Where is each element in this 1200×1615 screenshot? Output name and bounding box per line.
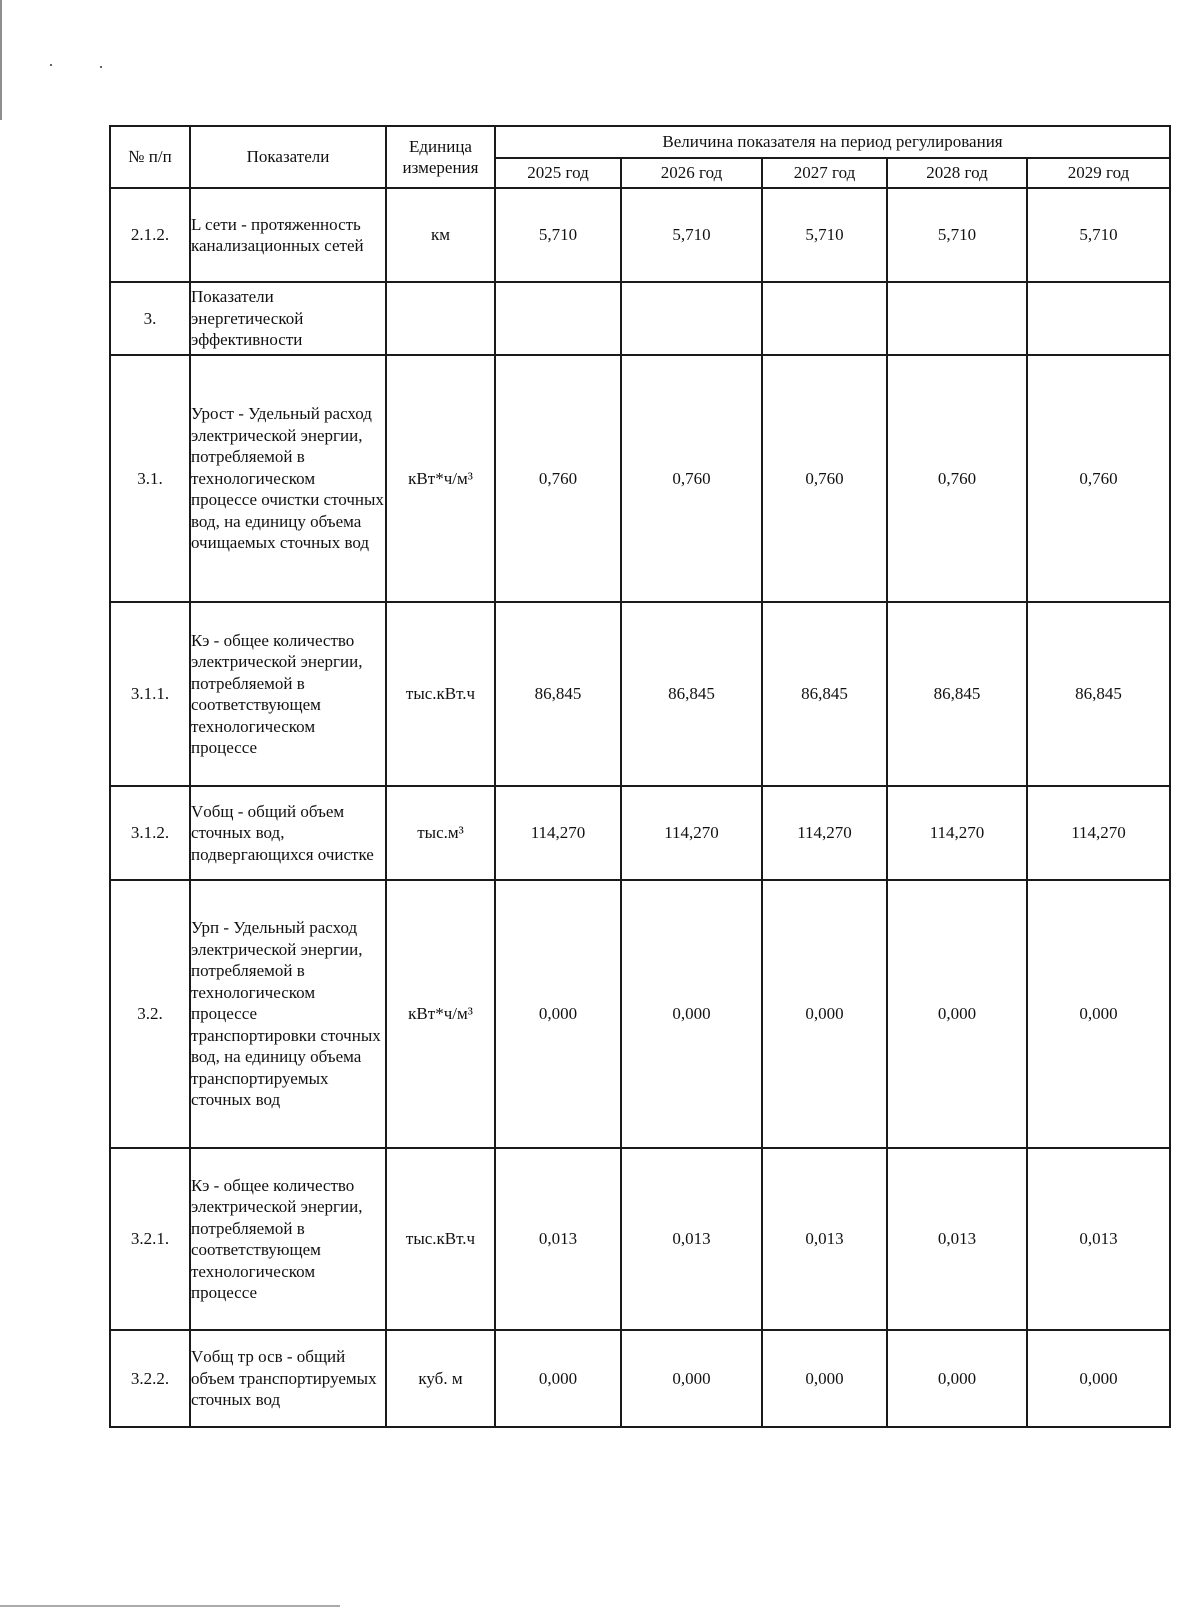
row-value: 0,000 (887, 1330, 1027, 1427)
row-indicator: Кэ - общее количество электрической энергии, потребляемой в соответствующем технологическом процессе (190, 1148, 386, 1330)
header-year: 2028 год (887, 158, 1027, 188)
header-year: 2029 год (1027, 158, 1170, 188)
row-value: 5,710 (621, 188, 762, 282)
row-value: 0,760 (1027, 355, 1170, 602)
row-value: 86,845 (621, 602, 762, 786)
header-year: 2026 год (621, 158, 762, 188)
row-number: 3.2. (110, 880, 190, 1148)
row-value: 5,710 (495, 188, 621, 282)
row-number: 2.1.2. (110, 188, 190, 282)
table-row (110, 1148, 1170, 1330)
row-value: 5,710 (887, 188, 1027, 282)
row-value (887, 282, 1027, 355)
row-unit: тыс.м³ (386, 786, 495, 880)
row-indicator: Vобщ - общий объем сточных вод, подвергающихся очистке (190, 786, 386, 880)
row-indicator: Показатели энергетической эффективности (190, 282, 386, 355)
row-value: 0,013 (887, 1148, 1027, 1330)
scan-edge-bottom (0, 1605, 340, 1607)
row-number: 3.1. (110, 355, 190, 602)
row-indicator: Урост - Удельный расход электрической энергии, потребляемой в технологическом процессе очистки сточных вод, на единицу объема очищаемых сточных вод (190, 355, 386, 602)
table-row (110, 1330, 1170, 1427)
row-number: 3.2.2. (110, 1330, 190, 1427)
row-number: 3.1.2. (110, 786, 190, 880)
row-value: 114,270 (495, 786, 621, 880)
row-value (1027, 282, 1170, 355)
row-value: 0,760 (621, 355, 762, 602)
header-number: № п/п (110, 126, 190, 188)
table-row (110, 880, 1170, 1148)
row-indicator: Урп - Удельный расход электрической энергии, потребляемой в технологическом процессе транспортировки сточных вод, на единицу объема транспортируемых сточных вод (190, 880, 386, 1148)
row-value: 0,013 (495, 1148, 621, 1330)
row-number: 3.1.1. (110, 602, 190, 786)
table-row (110, 355, 1170, 602)
row-value: 114,270 (1027, 786, 1170, 880)
row-value: 0,760 (495, 355, 621, 602)
row-indicator: Vобщ тр осв - общий объем транспортируемых сточных вод (190, 1330, 386, 1427)
row-value: 0,000 (762, 1330, 887, 1427)
row-number: 3.2.1. (110, 1148, 190, 1330)
row-unit: кВт*ч/м³ (386, 880, 495, 1148)
row-value: 0,000 (1027, 880, 1170, 1148)
table-row (110, 602, 1170, 786)
header-year: 2025 год (495, 158, 621, 188)
row-value: 86,845 (762, 602, 887, 786)
row-value: 5,710 (1027, 188, 1170, 282)
row-value: 86,845 (495, 602, 621, 786)
row-value: 0,760 (762, 355, 887, 602)
row-value (762, 282, 887, 355)
indicators-table (109, 125, 1171, 1428)
row-indicator: Кэ - общее количество электрической энергии, потребляемой в соответствующем технологическом процессе (190, 602, 386, 786)
row-indicator: L сети - протяженность канализационных сетей (190, 188, 386, 282)
row-unit: кВт*ч/м³ (386, 355, 495, 602)
row-value: 114,270 (887, 786, 1027, 880)
row-value (621, 282, 762, 355)
row-value: 0,013 (621, 1148, 762, 1330)
row-value: 114,270 (621, 786, 762, 880)
row-unit: км (386, 188, 495, 282)
row-unit: тыс.кВт.ч (386, 602, 495, 786)
header-row-top (110, 126, 1170, 158)
header-unit: Единица измерения (386, 126, 495, 188)
header-year: 2027 год (762, 158, 887, 188)
header-period-group: Величина показателя на период регулирования (495, 126, 1170, 158)
row-value: 0,000 (495, 880, 621, 1148)
row-unit: куб. м (386, 1330, 495, 1427)
scan-speck (100, 66, 102, 68)
table-row (110, 188, 1170, 282)
row-value: 0,000 (621, 1330, 762, 1427)
row-value: 0,000 (495, 1330, 621, 1427)
scan-edge-left (0, 0, 2, 120)
table-row (110, 786, 1170, 880)
row-value: 0,760 (887, 355, 1027, 602)
table-row (110, 282, 1170, 355)
scan-speck (50, 64, 52, 66)
row-value: 0,000 (762, 880, 887, 1148)
row-value: 0,013 (762, 1148, 887, 1330)
row-value: 114,270 (762, 786, 887, 880)
row-unit: тыс.кВт.ч (386, 1148, 495, 1330)
row-number: 3. (110, 282, 190, 355)
row-value: 86,845 (887, 602, 1027, 786)
row-unit (386, 282, 495, 355)
row-value: 0,000 (887, 880, 1027, 1148)
row-value: 0,000 (1027, 1330, 1170, 1427)
row-value: 86,845 (1027, 602, 1170, 786)
header-indicator: Показатели (190, 126, 386, 188)
row-value: 0,013 (1027, 1148, 1170, 1330)
row-value: 5,710 (762, 188, 887, 282)
row-value (495, 282, 621, 355)
row-value: 0,000 (621, 880, 762, 1148)
